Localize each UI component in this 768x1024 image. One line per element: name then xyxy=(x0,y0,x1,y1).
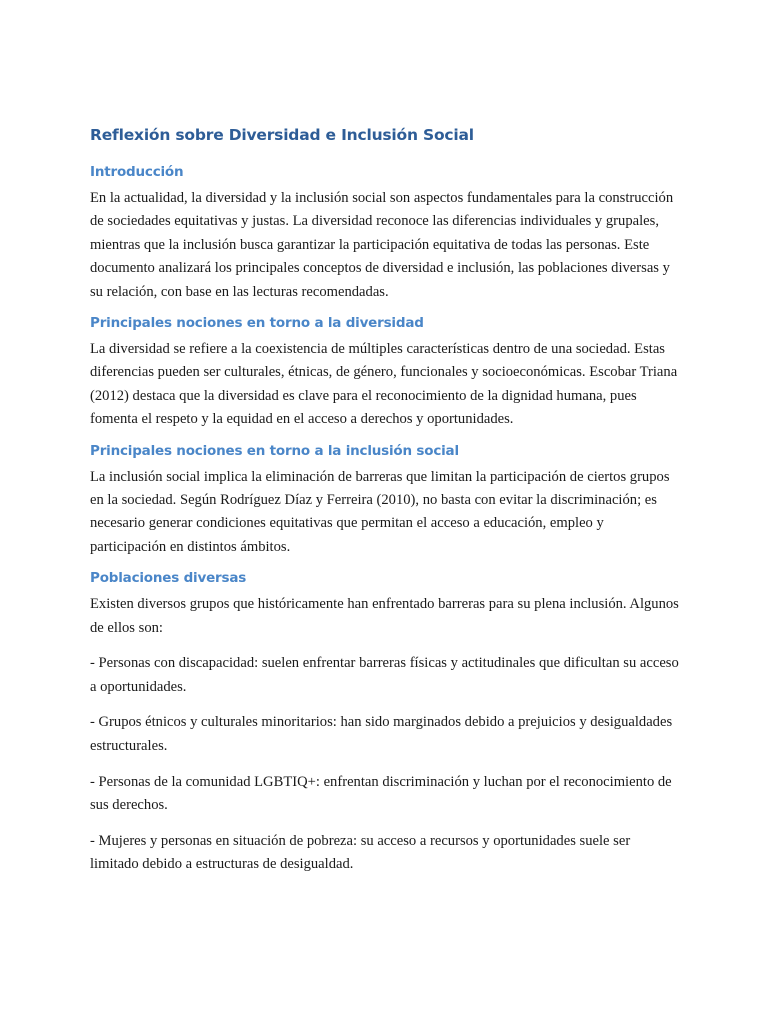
document-title: Reflexión sobre Diversidad e Inclusión Social xyxy=(90,126,474,144)
heading-introduction: Introducción xyxy=(90,164,184,180)
document-page xyxy=(90,123,680,889)
list-item: - Grupos étnicos y culturales minoritarios: han sido marginados debido a prejuicios y desigualdades estructurales. xyxy=(90,714,673,754)
heading-inclusion: Principales nociones en torno a la inclusión social xyxy=(90,442,459,459)
section-introduction xyxy=(90,161,680,304)
section-populations xyxy=(90,567,680,876)
heading-populations: Poblaciones diversas xyxy=(90,570,247,587)
section-inclusion xyxy=(90,440,680,560)
paragraph-populations: Existen diversos grupos que históricamente han enfrentado barreras para su plena inclusión. Algunos de ellos son: xyxy=(90,596,679,636)
paragraph-introduction: En la actualidad, la diversidad y la inclusión social son aspectos fundamentales para la construcción de sociedades equitativas y justas. La diversidad reconoce las diferencias individuales y grupales, mientras que la inclusión busca garantizar la participación equitativa de todas las personas. Este documento analizará los principales conceptos de diversidad e inclusión, las poblaciones diversas y su relación, con base en las lecturas recomendadas. xyxy=(90,190,674,300)
paragraph-diversity: La diversidad se refiere a la coexistencia de múltiples características dentro de una sociedad. Estas diferencias pueden ser culturales, étnicas, de género, funcionales y socioeconómicas. Escobar Triana (2012) destaca que la diversidad es clave para el reconocimiento de la dignidad humana, pues fomenta el respeto y la equidad en el acceso a derechos y oportunidades. xyxy=(90,341,678,428)
list-item: - Personas de la comunidad LGBTIQ+: enfrentan discriminación y luchan por el reconocimiento de sus derechos. xyxy=(90,773,672,813)
section-diversity xyxy=(90,312,680,432)
list-item: - Personas con discapacidad: suelen enfrentar barreras físicas y actitudinales que dificultan su acceso a oportunidades. xyxy=(90,655,679,695)
list-item: - Mujeres y personas en situación de pobreza: su acceso a recursos y oportunidades suele ser limitado debido a estructuras de desigualdad. xyxy=(90,832,631,873)
paragraph-inclusion: La inclusión social implica la eliminación de barreras que limitan la participación de ciertos grupos en la sociedad. Según Rodríguez Díaz y Ferreira (2010), no basta con evitar la discriminación; es necesario generar condiciones equitativas que permitan el acceso a educación, empleo y participación en distintos ámbitos. xyxy=(90,468,670,555)
heading-diversity: Principales nociones en torno a la diversidad xyxy=(90,315,424,332)
